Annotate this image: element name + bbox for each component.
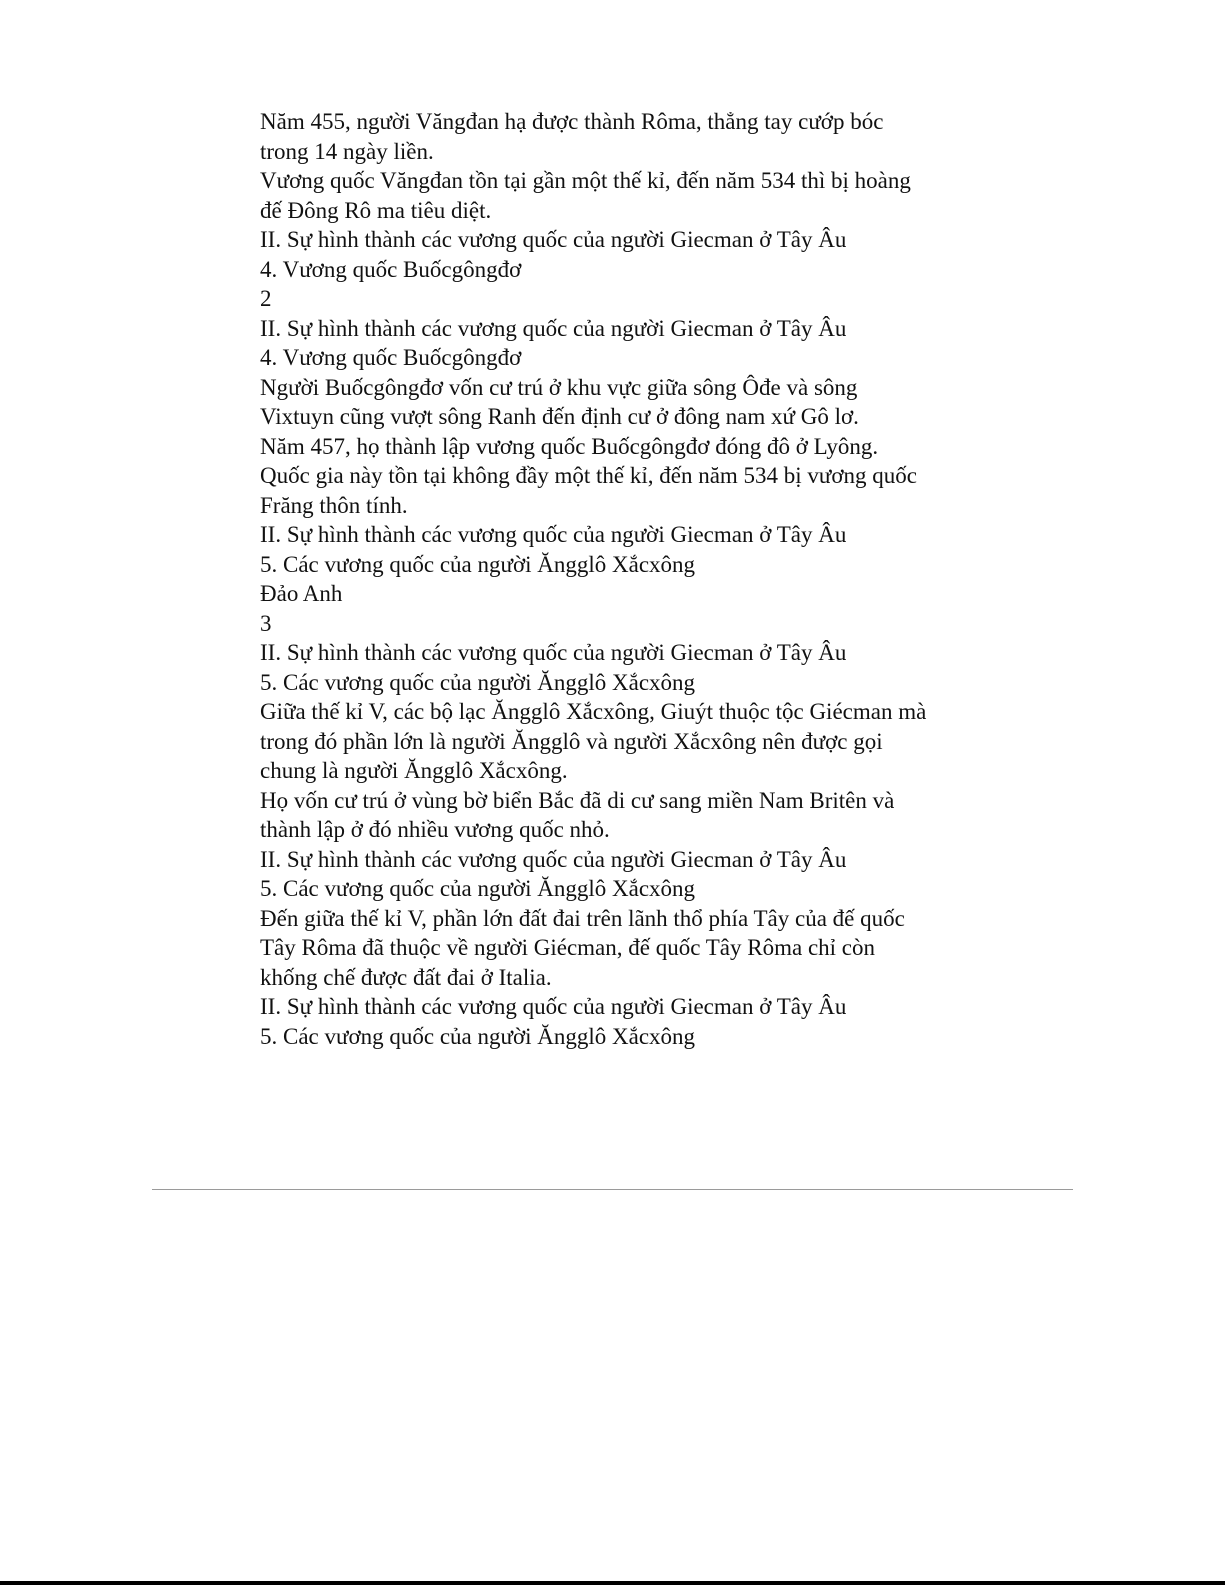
- text-line: Tây Rôma đã thuộc về người Giécman, đế quốc Tây Rôma chỉ còn: [260, 935, 876, 960]
- subsection-heading: 4. Vương quốc Buốcgôngđơ: [260, 345, 522, 370]
- text-line: Vương quốc Văngđan tồn tại gần một thế kỉ, đến năm 534 thì bị hoàng: [260, 168, 911, 193]
- section-heading: II. Sự hình thành các vương quốc của người Giecman ở Tây Âu: [260, 227, 847, 252]
- text-line: Frăng thôn tính.: [260, 492, 408, 518]
- text-line: Vixtuyn cũng vượt sông Ranh đến định cư ở đông nam xứ Gô lơ.: [260, 404, 859, 429]
- text-line: Đảo Anh: [260, 581, 343, 606]
- section-heading: II. Sự hình thành các vương quốc của người Giecman ở Tây Âu: [260, 994, 847, 1019]
- text-line: trong 14 ngày liền.: [260, 138, 434, 164]
- slide-number: 3: [260, 610, 272, 636]
- text-line: Đến giữa thế kỉ V, phần lớn đất đai trên lãnh thổ phía Tây của đế quốc: [260, 905, 905, 931]
- subsection-heading: 5. Các vương quốc của người Ăngglô Xắcxông: [260, 876, 696, 901]
- section-heading: II. Sự hình thành các vương quốc của người Giecman ở Tây Âu: [260, 640, 847, 665]
- text-line: Họ vốn cư trú ở vùng bờ biển Bắc đã di cư sang miền Nam Britên và: [260, 787, 895, 813]
- slide-number: 2: [260, 286, 272, 311]
- text-line: Năm 455, người Văngđan hạ được thành Rôma, thẳng tay cướp bóc: [260, 109, 884, 134]
- text-line: thành lập ở đó nhiều vương quốc nhỏ.: [260, 817, 610, 842]
- subsection-heading: 5. Các vương quốc của người Ăngglô Xắcxông: [260, 551, 696, 577]
- text-line: Năm 457, họ thành lập vương quốc Buốcgôngđơ đóng đô ở Lyông.: [260, 433, 879, 459]
- text-line: Giữa thế kỉ V, các bộ lạc Ăngglô Xắcxông, Giuýt thuộc tộc Giécman mà: [260, 699, 927, 724]
- text-line: chung là người Ăngglô Xắcxông.: [260, 758, 568, 783]
- text-line: Người Buốcgôngđơ vốn cư trú ở khu vực giữa sông Ôđe và sông: [260, 374, 858, 400]
- page-divider: [152, 1189, 1073, 1190]
- text-line: Quốc gia này tồn tại không đầy một thế kỉ, đến năm 534 bị vương quốc: [260, 463, 918, 488]
- subsection-heading: 5. Các vương quốc của người Ăngglô Xắcxông: [260, 669, 696, 695]
- text-line: khống chế được đất đai ở Italia.: [260, 964, 552, 990]
- section-heading: II. Sự hình thành các vương quốc của người Giecman ở Tây Âu: [260, 522, 847, 547]
- section-heading: II. Sự hình thành các vương quốc của người Giecman ở Tây Âu: [260, 846, 847, 872]
- text-line: đế Đông Rô ma tiêu diệt.: [260, 197, 492, 223]
- subsection-heading: 4. Vương quốc Buốcgôngđơ: [260, 256, 522, 282]
- text-line: trong đó phần lớn là người Ăngglô và người Xắcxông nên được gọi: [260, 728, 883, 754]
- section-heading: II. Sự hình thành các vương quốc của người Giecman ở Tây Âu: [260, 315, 847, 341]
- subsection-heading: 5. Các vương quốc của người Ăngglô Xắcxông: [260, 1023, 696, 1049]
- page-text-body: [260, 107, 980, 1051]
- bottom-edge: [0, 1581, 1225, 1585]
